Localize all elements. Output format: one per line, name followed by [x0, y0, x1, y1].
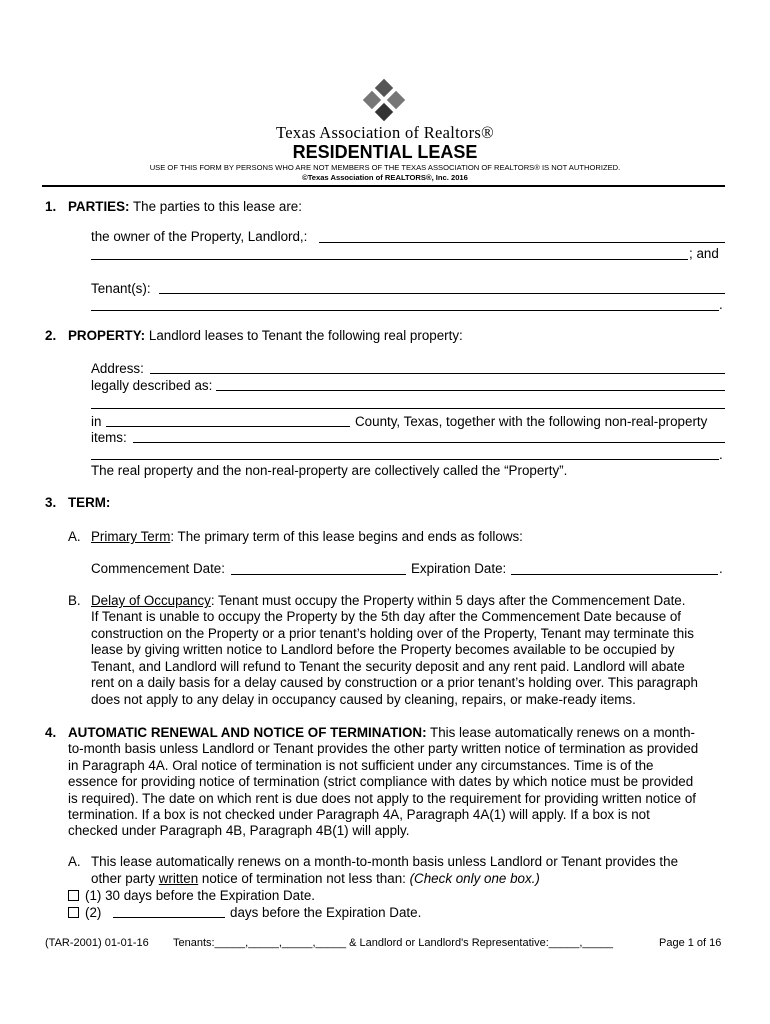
legal-description-label: legally described as: — [91, 378, 213, 393]
delay-text-line: lease by giving written notice to Landlord before the Property becomes available to be occupied by — [91, 642, 675, 657]
subsection-letter: B. — [68, 593, 81, 608]
option-30-days[interactable] — [68, 887, 315, 904]
delay-text-line: does not apply to any delay in occupancy caused by cleaning, repairs, or make-ready items. — [91, 692, 636, 707]
renewal-text-line: This lease automatically renews on a month- — [426, 725, 696, 740]
commencement-date-field[interactable] — [231, 574, 406, 575]
section-title: TERM: — [68, 495, 111, 510]
and-text: ; and — [689, 246, 719, 261]
option-label: (2) — [85, 905, 102, 920]
section-title: PROPERTY: — [68, 328, 146, 343]
in-label: in — [91, 414, 102, 429]
option-custom-days[interactable] — [68, 904, 101, 921]
tenants-field[interactable] — [159, 293, 725, 294]
section-title: PARTIES: — [68, 199, 130, 214]
page-number: Page 1 of 16 — [659, 937, 722, 949]
renewal-text-line: termination. If a box is not checked under Paragraph 4A, Paragraph 4A(1) will apply. If a box is not — [68, 807, 650, 822]
legal-description-field-line2[interactable] — [91, 408, 725, 409]
org-name: Texas Association of Realtors® — [276, 123, 494, 142]
delay-text-line: rent on a daily basis for a delay caused by construction or a prior tenant’s holding over. This paragraph — [91, 675, 698, 690]
owner-field[interactable] — [319, 242, 725, 243]
subsection-letter: A. — [68, 529, 81, 544]
owner-field-line2[interactable] — [91, 259, 688, 260]
address-field[interactable] — [150, 373, 725, 374]
option-label: (1) 30 days before the Expiration Date. — [85, 888, 316, 903]
period: . — [719, 447, 723, 462]
period: . — [719, 561, 723, 576]
renewal-text-line: in Paragraph 4A. Oral notice of termination is not sufficient under any circumstances. Time is of the — [68, 758, 654, 773]
primary-term-heading: Primary Term — [91, 529, 171, 544]
items-field-line2[interactable] — [91, 459, 719, 460]
notice-instruction: (Check only one box.) — [409, 871, 540, 886]
commencement-label: Commencement Date: — [91, 561, 225, 576]
section-number: 1. — [45, 199, 57, 214]
items-label: items: — [91, 430, 127, 445]
tenants-field-line2[interactable] — [91, 310, 719, 311]
county-text: County, Texas, together with the following non-real-property — [355, 414, 708, 429]
renewal-text-line: to-month basis unless Landlord or Tenant provides the other party written notice of termination as provided — [68, 741, 699, 756]
tenants-label: Tenant(s): — [91, 281, 151, 296]
primary-term-text: : The primary term of this lease begins and ends as follows: — [170, 529, 523, 544]
renewal-text-line: essence for providing notice of termination (strict compliance with dates by which notice must be provided — [68, 774, 694, 789]
delay-text-line: construction on the Property or a prior tenant’s holding over of the Property, Tenant may terminate this — [91, 626, 694, 641]
use-notice: USE OF THIS FORM BY PERSONS WHO ARE NOT MEMBERS OF THE TEXAS ASSOCIATION OF REALTORS® IS NOT AUTHORIZED. — [149, 163, 621, 172]
section-number: 2. — [45, 328, 57, 343]
delay-text-line: Tenant, and Landlord will refund to Tenant the security deposit and any rent paid. Landlord will abate — [91, 659, 685, 674]
header-divider — [42, 185, 725, 187]
address-label: Address: — [91, 361, 144, 376]
items-field[interactable] — [133, 442, 725, 443]
delay-text-line: : Tenant must occupy the Property within 5 days after the Commencement Date. — [210, 593, 686, 608]
notice-text-written: written — [158, 871, 199, 886]
delay-text-line: If Tenant is unable to occupy the Property by the 5th day after the Commencement Date because of — [91, 609, 682, 624]
section-title: AUTOMATIC RENEWAL AND NOTICE OF TERMINATION: — [68, 725, 427, 740]
section-intro: The parties to this lease are: — [132, 199, 302, 214]
legal-description-field[interactable] — [216, 390, 725, 391]
expiration-label: Expiration Date: — [411, 561, 507, 576]
option-label: days before the Expiration Date. — [230, 905, 422, 920]
custom-days-field[interactable] — [113, 917, 225, 918]
notice-text-pre: other party — [91, 871, 159, 886]
diamond-logo-icon — [356, 72, 412, 128]
section-intro: Landlord leases to Tenant the following real property: — [148, 328, 463, 343]
checkbox[interactable] — [68, 890, 79, 901]
form-title: RESIDENTIAL LEASE — [292, 142, 478, 162]
section-number: 3. — [45, 495, 57, 510]
period: . — [719, 297, 723, 312]
notice-text-line: This lease automatically renews on a month-to-month basis unless Landlord or Tenant provides the — [91, 854, 679, 869]
county-field[interactable] — [106, 426, 350, 427]
renewal-text-line: checked under Paragraph 4B, Paragraph 4B(1) will apply. — [68, 823, 410, 838]
form-id: (TAR-2001) 01-01-16 — [45, 937, 149, 949]
property-closing: The real property and the non-real-property are collectively called the “Property”. — [91, 463, 568, 478]
delay-heading: Delay of Occupancy — [91, 593, 211, 608]
owner-label: the owner of the Property, Landlord,: — [91, 229, 308, 244]
copyright: ©Texas Association of REALTORS®, Inc. 2016 — [302, 173, 468, 182]
checkbox[interactable] — [68, 907, 79, 918]
initials-line[interactable]: Tenants:_____,_____,_____,_____ & Landlord or Landlord's Representative:_____,_____ — [173, 937, 614, 949]
expiration-date-field[interactable] — [511, 574, 718, 575]
renewal-text-line: is required). The date on which rent is due does not apply to the requirement for providing written notice of — [68, 791, 696, 806]
notice-text-post: notice of termination not less than: — [198, 871, 410, 886]
section-number: 4. — [45, 725, 57, 740]
subsection-letter: A. — [68, 854, 81, 869]
